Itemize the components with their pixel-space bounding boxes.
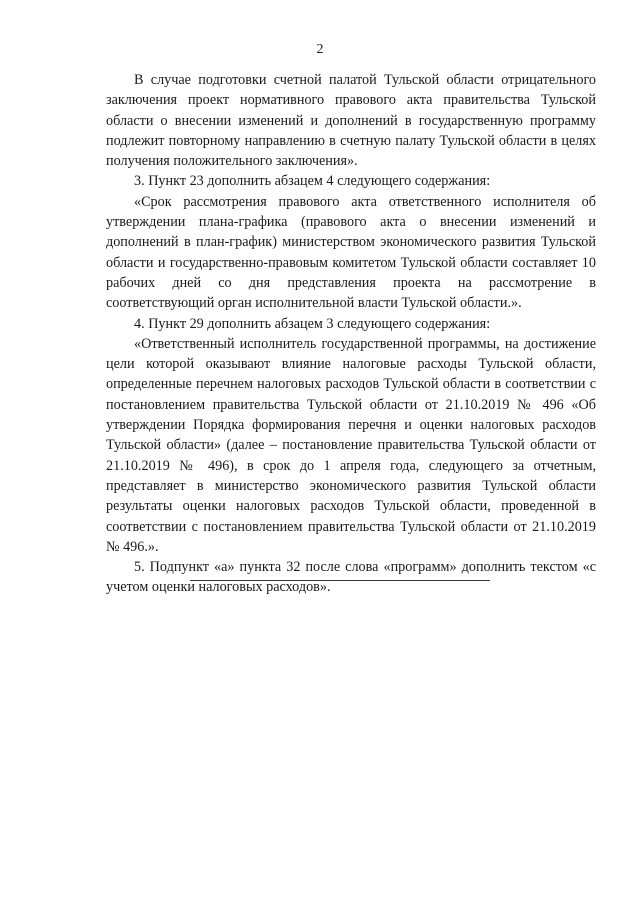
paragraph-item-3-text: «Срок рассмотрения правового акта ответственного исполнителя об утверждении плана-графика (правового акта о внесении изменений и дополнений в план-график) министерством экономического развития Тульской области и государственно-правовым комитетом Тульской области составляет 10 рабочих дней со дня представления проекта на рассмотрение в соответствующий орган исполнительной власти Тульской области.». (106, 193, 596, 312)
paragraph-counting-chamber: В случае подготовки счетной палатой Тульской области отрицательного заключения проект нормативного правового акта правительства Тульской области о внесении изменений и дополнений в государственную программу подлежит повторному направлению в счетную палату Тульской области в целях получения положительного заключения». (106, 72, 596, 170)
page-number: 2 (316, 42, 324, 57)
document-body (106, 70, 596, 598)
paragraph-item-4-text: «Ответственный исполнитель государственной программы, на достижение цели которой оказывают влияние налоговые расходы Тульской области, определенные перечнем налоговых расходов Тульской области в соответствии с постановлением правительства Тульской области от 21.10.2019 № 496 «Об утверждении Порядка формирования перечня и оценки налоговых расходов Тульской области» (далее – постановление правительства Тульской области от 21.10.2019 № 496), в срок до 1 апреля года, следующего за отчетным, представляет в министерство экономического развития Тульской области результаты оценки налоговых расходов Тульской области, проведенной в соответствии с постановлением правительства Тульской области от 21.10.2019 № 496.». (106, 335, 596, 555)
paragraph-item-4: 4. Пункт 29 дополнить абзацем 3 следующего содержания: (134, 315, 491, 332)
paragraph-item-3: 3. Пункт 23 дополнить абзацем 4 следующего содержания: (134, 173, 491, 190)
paragraph-item-5: 5. Подпункт «а» пункта 32 после слова «программ» дополнить текстом «с учетом оценки налоговых расходов». (106, 559, 596, 596)
closing-rule (190, 580, 490, 581)
